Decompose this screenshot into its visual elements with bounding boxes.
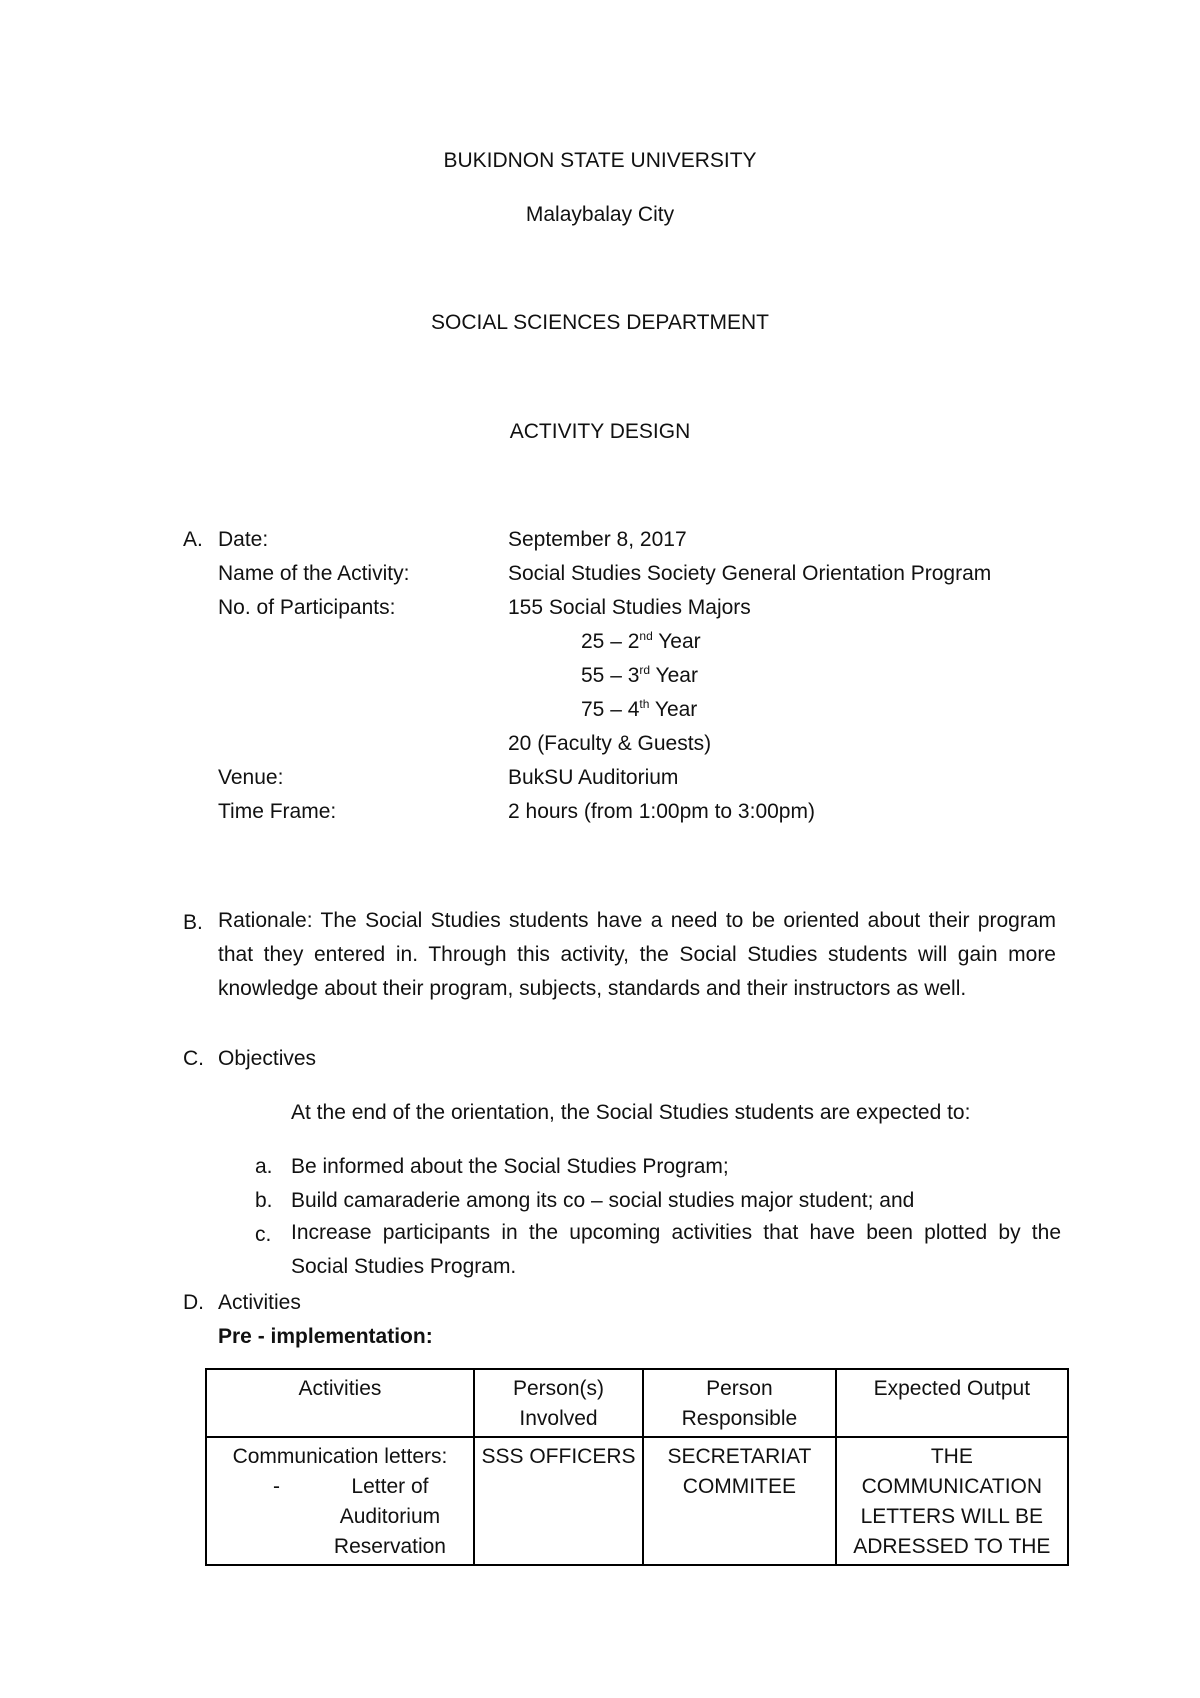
rationale-paragraph: Rationale: The Social Studies students have a need to be oriented about their program that they entered in. Through this activity, the Social Studies students will gain more knowledge about their program, subjects, standards and their instructors as well.: [218, 909, 1056, 1000]
activities-title: Activities: [218, 1291, 301, 1314]
header-activities: Activities: [206, 1369, 474, 1437]
breakdown-4th-year: 75 – 4th Year: [581, 697, 698, 721]
section-d-marker: D.: [183, 1291, 204, 1314]
breakdown-2nd-year: 25 – 2nd Year: [581, 629, 701, 653]
participants-label: No. of Participants:: [218, 596, 396, 619]
expected-output-cell: THE COMMUNICATION LETTERS WILL BE ADRESSED TO THE: [836, 1437, 1068, 1565]
faculty-guests: 20 (Faculty & Guests): [508, 732, 712, 755]
header-expected-output: Expected Output: [836, 1369, 1068, 1437]
objective-c: Increase participants in the upcoming activities that have been plotted by the Social Studies Program.: [291, 1221, 1061, 1278]
persons-involved-cell: SSS OFFICERS: [474, 1437, 643, 1565]
university-name: BUKIDNON STATE UNIVERSITY: [443, 149, 757, 172]
header-persons-involved: Person(s) Involved: [474, 1369, 643, 1437]
section-c-marker: C.: [183, 1047, 204, 1070]
section-a-marker: A.: [183, 528, 203, 551]
objectives-title: Objectives: [218, 1047, 317, 1070]
venue-label: Venue:: [218, 766, 284, 789]
objective-a-marker: a.: [255, 1155, 273, 1178]
document-title: ACTIVITY DESIGN: [509, 420, 691, 443]
objectives-intro: At the end of the orientation, the Social Studies students are expected to:: [291, 1101, 971, 1124]
table-row: [206, 1437, 1068, 1565]
objective-a: Be informed about the Social Studies Program;: [291, 1155, 729, 1178]
objective-b: Build camaraderie among its co – social studies major student; and: [291, 1189, 915, 1212]
time-frame-label: Time Frame:: [218, 800, 337, 823]
activity-name-value: Social Studies Society General Orientation Program: [508, 562, 992, 585]
activity-bullet: -: [273, 1475, 280, 1498]
activity-item: [213, 1472, 467, 1562]
activities-table: [205, 1368, 1069, 1566]
objective-c-marker: c.: [255, 1223, 272, 1246]
objective-b-marker: b.: [255, 1189, 273, 1212]
city-name: Malaybalay City: [525, 203, 675, 226]
department-name: SOCIAL SCIENCES DEPARTMENT: [430, 311, 769, 334]
activity-title: Communication letters:: [232, 1445, 448, 1468]
participants-value: 155 Social Studies Majors: [508, 596, 751, 619]
header-person-responsible: Person Responsible: [643, 1369, 836, 1437]
activity-item-text: Letter of Auditorium Reservation: [333, 1475, 446, 1558]
date-value: September 8, 2017: [508, 528, 687, 551]
activity-name-label: Name of the Activity:: [218, 562, 410, 585]
pre-implementation-subtitle: Pre - implementation:: [218, 1325, 433, 1348]
person-responsible-cell: SECRETARIAT COMMITEE: [643, 1437, 836, 1565]
breakdown-3rd-year: 55 – 3rd Year: [581, 663, 698, 687]
table-header-row: [206, 1369, 1068, 1437]
date-label: Date:: [218, 528, 269, 551]
time-frame-value: 2 hours (from 1:00pm to 3:00pm): [508, 800, 815, 823]
activity-cell: [206, 1437, 474, 1565]
venue-value: BukSU Auditorium: [508, 766, 679, 789]
section-b-marker: B.: [183, 911, 203, 934]
